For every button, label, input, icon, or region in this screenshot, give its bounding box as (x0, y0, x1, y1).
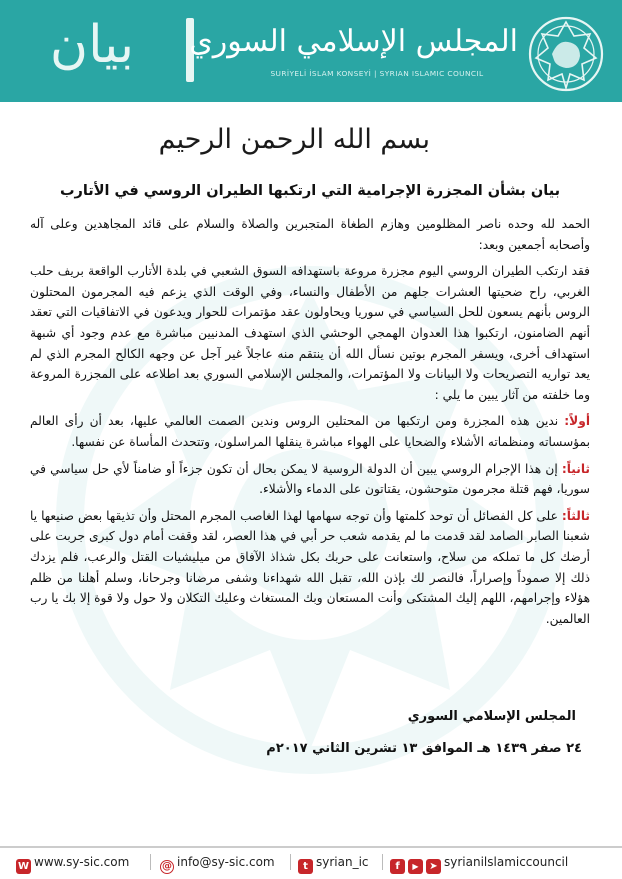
website-text: www.sy-sic.com (34, 855, 130, 869)
point-2 (30, 459, 590, 500)
council-name: المجلس الإسلامي السوري (189, 24, 518, 59)
email-text: info@sy-sic.com (177, 855, 275, 869)
date-line: ٢٤ صفر ١٤٣٩ هـ الموافق ١٣ تشرين الثاني ٢٠١٧م (266, 741, 582, 756)
point-1 (30, 411, 590, 452)
intro-paragraph: الحمد لله وحده ناصر المظلومين وهازم الطغاة المتجبرين والصلاة والسلام على قائد المجاهدين وعلى آله وأصحابه أجمعين وبعد: (30, 217, 590, 252)
point-label: ثانياً: (561, 461, 590, 476)
website-icon: W (17, 861, 30, 872)
point-text: ندين هذه المجزرة ومن ارتكبها من المحتلين الروس وندين الصمت العالمي عليها، بعد أن رأى العالم بمؤسساته ومنظماته الأشلاء والضحايا على الهواء مباشرة ينقلها المراسلون، وتتحدث المأساة عن نفسها. (30, 414, 590, 449)
facebook-text: syrianilslamiccouncil (444, 855, 569, 869)
twitter-text: syrian_ic (316, 855, 369, 869)
footer-separator (290, 854, 291, 870)
statement-word: بيان (49, 15, 135, 75)
basmala-text: بسم الله الرحمن الرحيم (158, 124, 430, 155)
website-link[interactable] (16, 850, 129, 874)
footer-divider (0, 846, 622, 848)
point-label: أولاً: (564, 414, 590, 429)
email-icon: @ (162, 861, 172, 872)
statement-title: بيان بشأن المجزرة الإجرامية التي ارتكبها الطيران الروسي في الأتارب (59, 183, 561, 199)
council-logo-icon (524, 12, 608, 96)
footer-contacts (0, 850, 622, 874)
header-banner (0, 0, 622, 102)
footer-separator (382, 854, 383, 870)
statement-body (30, 214, 590, 635)
council-latin-name: SURİYELİ İSLAM KONSEYİ | SYRIAN ISLAMIC COUNCIL (270, 69, 484, 78)
footer-separator (150, 854, 151, 870)
signature: المجلس الإسلامي السوري (407, 709, 576, 724)
point-3 (30, 506, 590, 630)
main-paragraph: فقد ارتكب الطيران الروسي اليوم مجزرة مروعة باستهدافه السوق الشعبي في بلدة الأتارب الواقعة بريف حلب الغربي، راح ضحيتها العشرات جلهم من الأطفال والنساء، وفي الوقت الذي يزعم فيه المجرمون المحتلون الروس بأنهم يسعون للحل السياسي في سوريا ويحاولون عقد مؤتمرات للحوار ويدعون في الاتفاقيات التي تعقد أنهم الضامنون، ارتكبوا هذا العدوان الهمجي الوحشي الذي استهدف المدنيين مباشرة مع عدم وجود أي شبهة استهداف أخرى، ويسفر المجرم بوتين نسأل الله أن ينتقم منه عاجلاً غير آجل عن وجهه الكالح المجرم الذي لم يعد تواريه التصريحات ولا البيانات ولا المؤتمرات، والمجلس الإسلامي السوري بعد اطلاعه على المجزرة المروعة وما خلفته من آثار يبين ما يلي : (30, 264, 590, 402)
point-text: إن هذا الإجرام الروسي يبين أن الدولة الروسية لا يمكن بحال أن تكون جزءاً أو ضامناً لأي حل سياسي في سوريا، فهم قتلة مجرمون متوحشون، يقتاتون على الدماء والأشلاء. (30, 461, 590, 497)
twitter-icon: t (298, 859, 313, 874)
youtube-icon: ▶ (408, 859, 423, 874)
point-text: على كل الفصائل أن توحد كلمتها وأن توجه سهامها لهذا الغاصب المجرم المحتل وأن تذيقها بعض صنيعها يا شعبنا الصابر الصامد لقد قدمت ما لم يقدمه شعب حر أبي في هذا العصر، لقد وقفت أمام دول كبرى جربت على أرضك كل ما تملكه من سلاح، واستعانت على حربك بكل شذاذ الآفاق من ميليشيات القتل والرعب، فلم يزدك ذلك إلا صموداً وإصراراً، فالنصر لك بإذن الله، تقبل الله شهداءنا وشفى مرضانا وجرحانا، وسلم أهلنا من ظلم هؤلاء وإجرامهم، اللهم إليك المشتكى وأنت المستعان وبك المستغاث وعليك التكلان ولا حول ولا قوة إلا بك يا رب العالمين. (30, 508, 590, 626)
facebook-link[interactable] (390, 850, 568, 874)
facebook-icon: f (390, 859, 405, 874)
email-link[interactable] (160, 850, 275, 874)
twitter-link[interactable] (298, 850, 369, 874)
telegram-icon: ➤ (426, 859, 441, 874)
basmala (158, 112, 430, 168)
point-label: ثالثاً: (561, 508, 591, 523)
